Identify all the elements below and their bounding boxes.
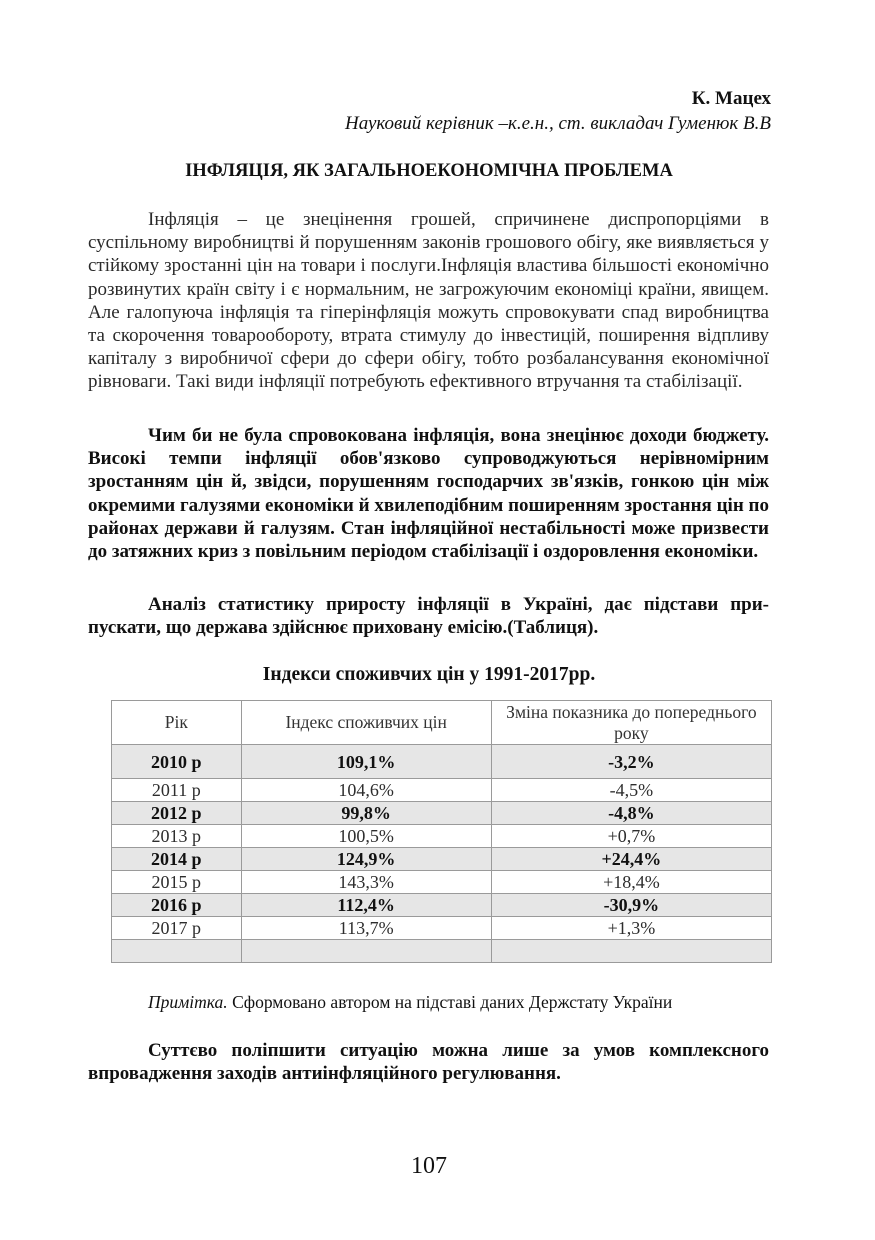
table-row	[112, 802, 772, 825]
cell-cpi: 100,5%	[241, 825, 491, 848]
cell-change: -4,8%	[491, 802, 771, 825]
header-cpi: Індекс споживчих цін	[241, 701, 491, 745]
cell-change: +1,3%	[491, 917, 771, 940]
cell-year: 2014 р	[112, 848, 242, 871]
cell-change: +18,4%	[491, 871, 771, 894]
cell-cpi: 124,9%	[241, 848, 491, 871]
header-year: Рік	[112, 701, 242, 745]
cell-year: 2011 р	[112, 779, 242, 802]
cell-change: -3,2%	[491, 745, 771, 779]
cell-empty	[241, 940, 491, 963]
cell-year: 2016 р	[112, 894, 242, 917]
cell-cpi: 104,6%	[241, 779, 491, 802]
table-row	[112, 779, 772, 802]
cell-cpi: 113,7%	[241, 917, 491, 940]
article-title: ІНФЛЯЦІЯ, ЯК ЗАГАЛЬНОЕКОНОМІЧНА ПРОБЛЕМА	[185, 161, 673, 181]
cell-change: -4,5%	[491, 779, 771, 802]
table-note	[148, 992, 672, 1013]
header-change: Зміна показника до попереднього року	[491, 701, 771, 745]
author-name: К. Мацех	[691, 88, 771, 109]
table-header-row	[112, 701, 772, 745]
paragraph-analysis: Аналіз статистику приросту інфляції в Україні, дає підстави припускати, що держава здійснює приховану емісію.(Таблиця).	[88, 594, 769, 639]
table-row	[112, 871, 772, 894]
table-row-empty	[112, 940, 772, 963]
table-row	[112, 745, 772, 779]
table-caption: Індекси споживчих цін у 1991-2017рр.	[262, 664, 596, 685]
cell-empty	[112, 940, 242, 963]
table-row	[112, 825, 772, 848]
scientific-supervisor: Науковий керівник –к.е.н., ст. викладач Гуменюк В.В	[344, 113, 771, 134]
paragraph-consequences: Чим би не була спровокована інфляція, вона знецінює доходи бюджету. Високі темпи інфляції обов'язково супроводжуються нерівномірним зростанням цін й, звідси, порушенням господарчих зв'язків, гонкою цін між окремими галузями економіки й хвилеподібним поширенням зростання цін по районах держави й галузям. Стан інфляційної нестабільності може призвести до затяжних криз з повільним періодом стабілізації і оздоровлення економіки.	[88, 425, 769, 563]
cell-year: 2012 р	[112, 802, 242, 825]
cell-change: -30,9%	[491, 894, 771, 917]
cpi-table	[111, 700, 772, 963]
page-number: 107	[411, 1153, 447, 1179]
cell-year: 2010 р	[112, 745, 242, 779]
cell-change: +0,7%	[491, 825, 771, 848]
paragraph-definition: Інфляція – це знецінення грошей, спричинене диспропорціями в суспільному виробництві й порушенням законів грошового обігу, яке виявляється у стійкому зростанні цін на товари і послуги.Інфляція властива більшості економічно розвинутих країн світу і є нормальним, не загрожуючим економіці країни, явищем. Але галопуюча інфляція та гіперінфляція можуть спровокувати спад виробництва та скорочення товарообороту, втрата стимулу до інвестицій, поширення відпливу капіталу з виробничої сфери до сфери обігу, тобто розбалансування економічної рівноваги. Такі види інфляції потребують ефективного втручання та стабілізації.	[88, 209, 769, 393]
cell-cpi: 109,1%	[241, 745, 491, 779]
cell-cpi: 112,4%	[241, 894, 491, 917]
cell-cpi: 99,8%	[241, 802, 491, 825]
table-row	[112, 917, 772, 940]
cell-year: 2017 р	[112, 917, 242, 940]
note-text: Сформовано автором на підставі даних Держстату України	[227, 992, 673, 1012]
cell-year: 2015 р	[112, 871, 242, 894]
cell-year: 2013 р	[112, 825, 242, 848]
cell-change: +24,4%	[491, 848, 771, 871]
note-label: Примітка.	[148, 992, 228, 1012]
table-row	[112, 848, 772, 871]
cell-empty	[491, 940, 771, 963]
cell-cpi: 143,3%	[241, 871, 491, 894]
table-row	[112, 894, 772, 917]
paragraph-conclusion: Суттєво поліпшити ситуацію можна лише за умов комплексного впровадження заходів антиінфляційного регулювання.	[88, 1040, 769, 1085]
